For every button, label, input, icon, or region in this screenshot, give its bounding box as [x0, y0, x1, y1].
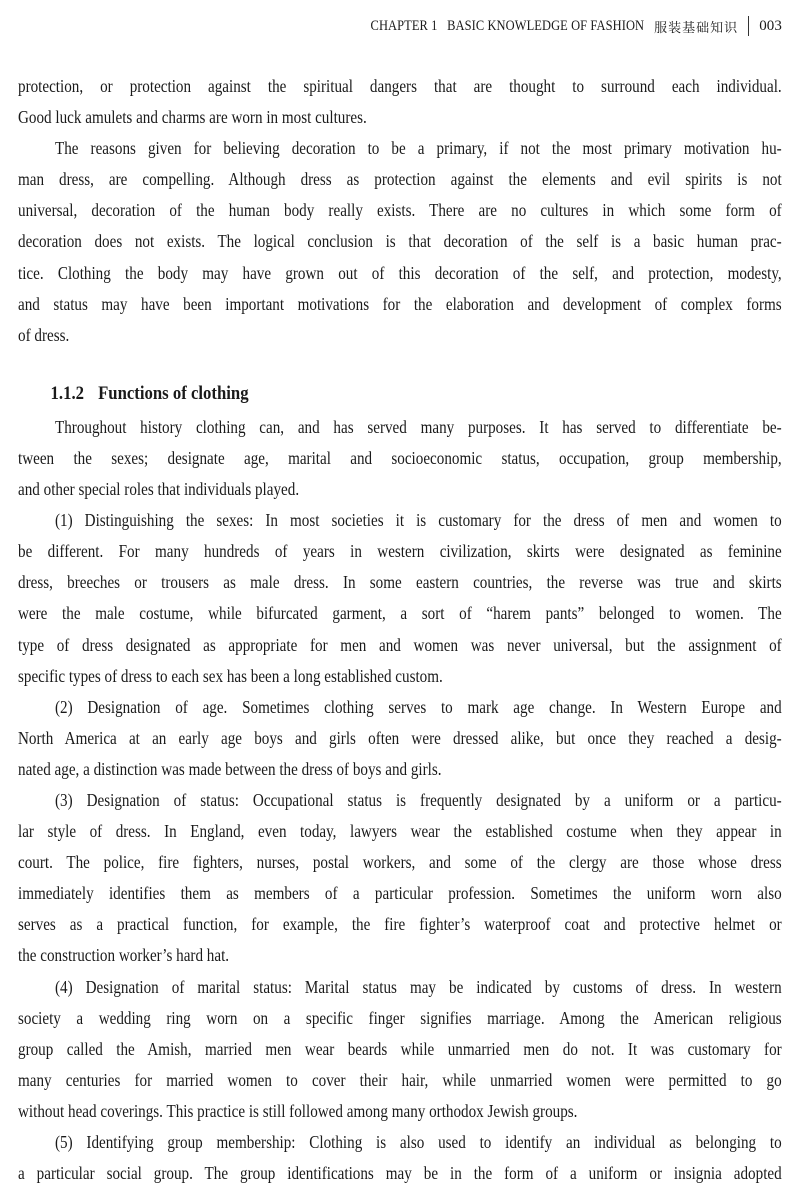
- text-line: group called the Amish, married men wear beards while unmarried men do not. It was customary for: [18, 1038, 782, 1059]
- text-line: many centuries for married women to cover their hair, while unmarried women were permitted to go: [18, 1069, 782, 1090]
- text-line: a particular social group. The group identifications may be in the form of a uniform or insignia adopted: [18, 1163, 782, 1184]
- text-line: specific types of dress to each sex has been a long established custom.: [18, 665, 443, 686]
- text-line: The reasons given for believing decoration to be a primary, if not the most primary motivation hu-: [54, 138, 782, 159]
- text-line: (2) Designation of age. Sometimes clothing serves to mark age change. In Western Europe and: [54, 696, 782, 717]
- text-line: Throughout history clothing can, and has served many purposes. It has served to differentiate be-: [54, 416, 782, 437]
- text-line: were the male costume, while bifurcated garment, a sort of “harem pants” belonged to women. The: [18, 603, 782, 624]
- chapter-number: CHAPTER 1: [370, 17, 438, 34]
- text-line: man dress, are compelling. Although dress as protection against the elements and evil spirits is not: [18, 169, 782, 190]
- text-line: decoration does not exists. The logical conclusion is that decoration of the self is a basic human prac-: [18, 231, 782, 252]
- text-line: (5) Identifying group membership: Clothing is also used to identify an individual as belonging to: [54, 1132, 782, 1152]
- text-line: protection, or protection against the spiritual dangers that are thought to surround each individual.: [18, 76, 782, 96]
- text-line: the construction worker’s hard hat.: [18, 945, 230, 966]
- text-line: society a wedding ring worn on a specific finger signifies marriage. Among the American religious: [18, 1007, 782, 1028]
- intro-paragraphs: [18, 71, 782, 351]
- text-line: (3) Designation of status: Occupational status is frequently designated by a uniform or a particu-: [54, 789, 782, 810]
- text-line: dress, breeches or trousers as male dress. In some eastern countries, the reverse was true and skirts: [18, 572, 782, 593]
- section-number: 1.1.2: [50, 382, 84, 404]
- text-line: Good luck amulets and charms are worn in most cultures.: [18, 107, 367, 128]
- text-line: and status may have been important motivations for the elaboration and development of complex forms: [18, 293, 782, 314]
- text-line: court. The police, fire fighters, nurses, postal workers, and some of the clergy are those whose dress: [18, 852, 782, 873]
- text-line: without head coverings. This practice is still followed among many orthodox Jewish groups.: [18, 1100, 578, 1121]
- section-spacer: [18, 351, 782, 376]
- section-heading: [18, 376, 690, 412]
- text-line: and other special roles that individuals played.: [18, 479, 300, 500]
- text-line: be different. For many hundreds of years in western civilization, skirts were designated as feminine: [18, 541, 782, 562]
- text-line: nated age, a distinction was made between the dress of boys and girls.: [18, 758, 442, 779]
- text-line: lar style of dress. In England, even today, lawyers wear the established costume when they appear in: [18, 821, 782, 842]
- text-line: (1) Distinguishing the sexes: In most societies it is customary for the dress of men and women to: [54, 510, 782, 531]
- text-line: serves as a practical function, for example, the fire fighter’s waterproof coat and protective helmet or: [18, 914, 782, 935]
- text-line: universal, decoration of the human body really exists. There are no cultures in which some form of: [18, 200, 782, 221]
- text-line: North America at an early age boys and girls often were dressed alike, but once they reached a desig-: [18, 727, 782, 748]
- header-divider: [748, 16, 749, 36]
- text-line: tween the sexes; designate age, marital and socioeconomic status, occupation, group membership,: [18, 447, 782, 468]
- chapter-label: [371, 18, 645, 35]
- text-line: of dress.: [18, 324, 70, 345]
- text-line: tice. Clothing the body may have grown out of this decoration of the self, and protection, modesty,: [18, 262, 782, 283]
- section-paragraphs: [18, 412, 782, 1189]
- chapter-title-chinese: 服装基础知识: [654, 20, 739, 36]
- text-line: immediately identifies them as members of a particular profession. Sometimes the uniform worn also: [18, 883, 782, 904]
- chapter-title: BASIC KNOWLEDGE OF FASHION: [447, 17, 645, 34]
- text-line: (4) Designation of marital status: Marital status may be indicated by customs of dress. In western: [54, 976, 782, 997]
- text-line: type of dress designated as appropriate for men and women was never universal, but the assignment of: [18, 634, 782, 655]
- page-number: 003: [759, 17, 782, 34]
- page-body: [18, 71, 782, 1189]
- running-header: [326, 14, 782, 38]
- section-title: Functions of clothing: [98, 382, 249, 404]
